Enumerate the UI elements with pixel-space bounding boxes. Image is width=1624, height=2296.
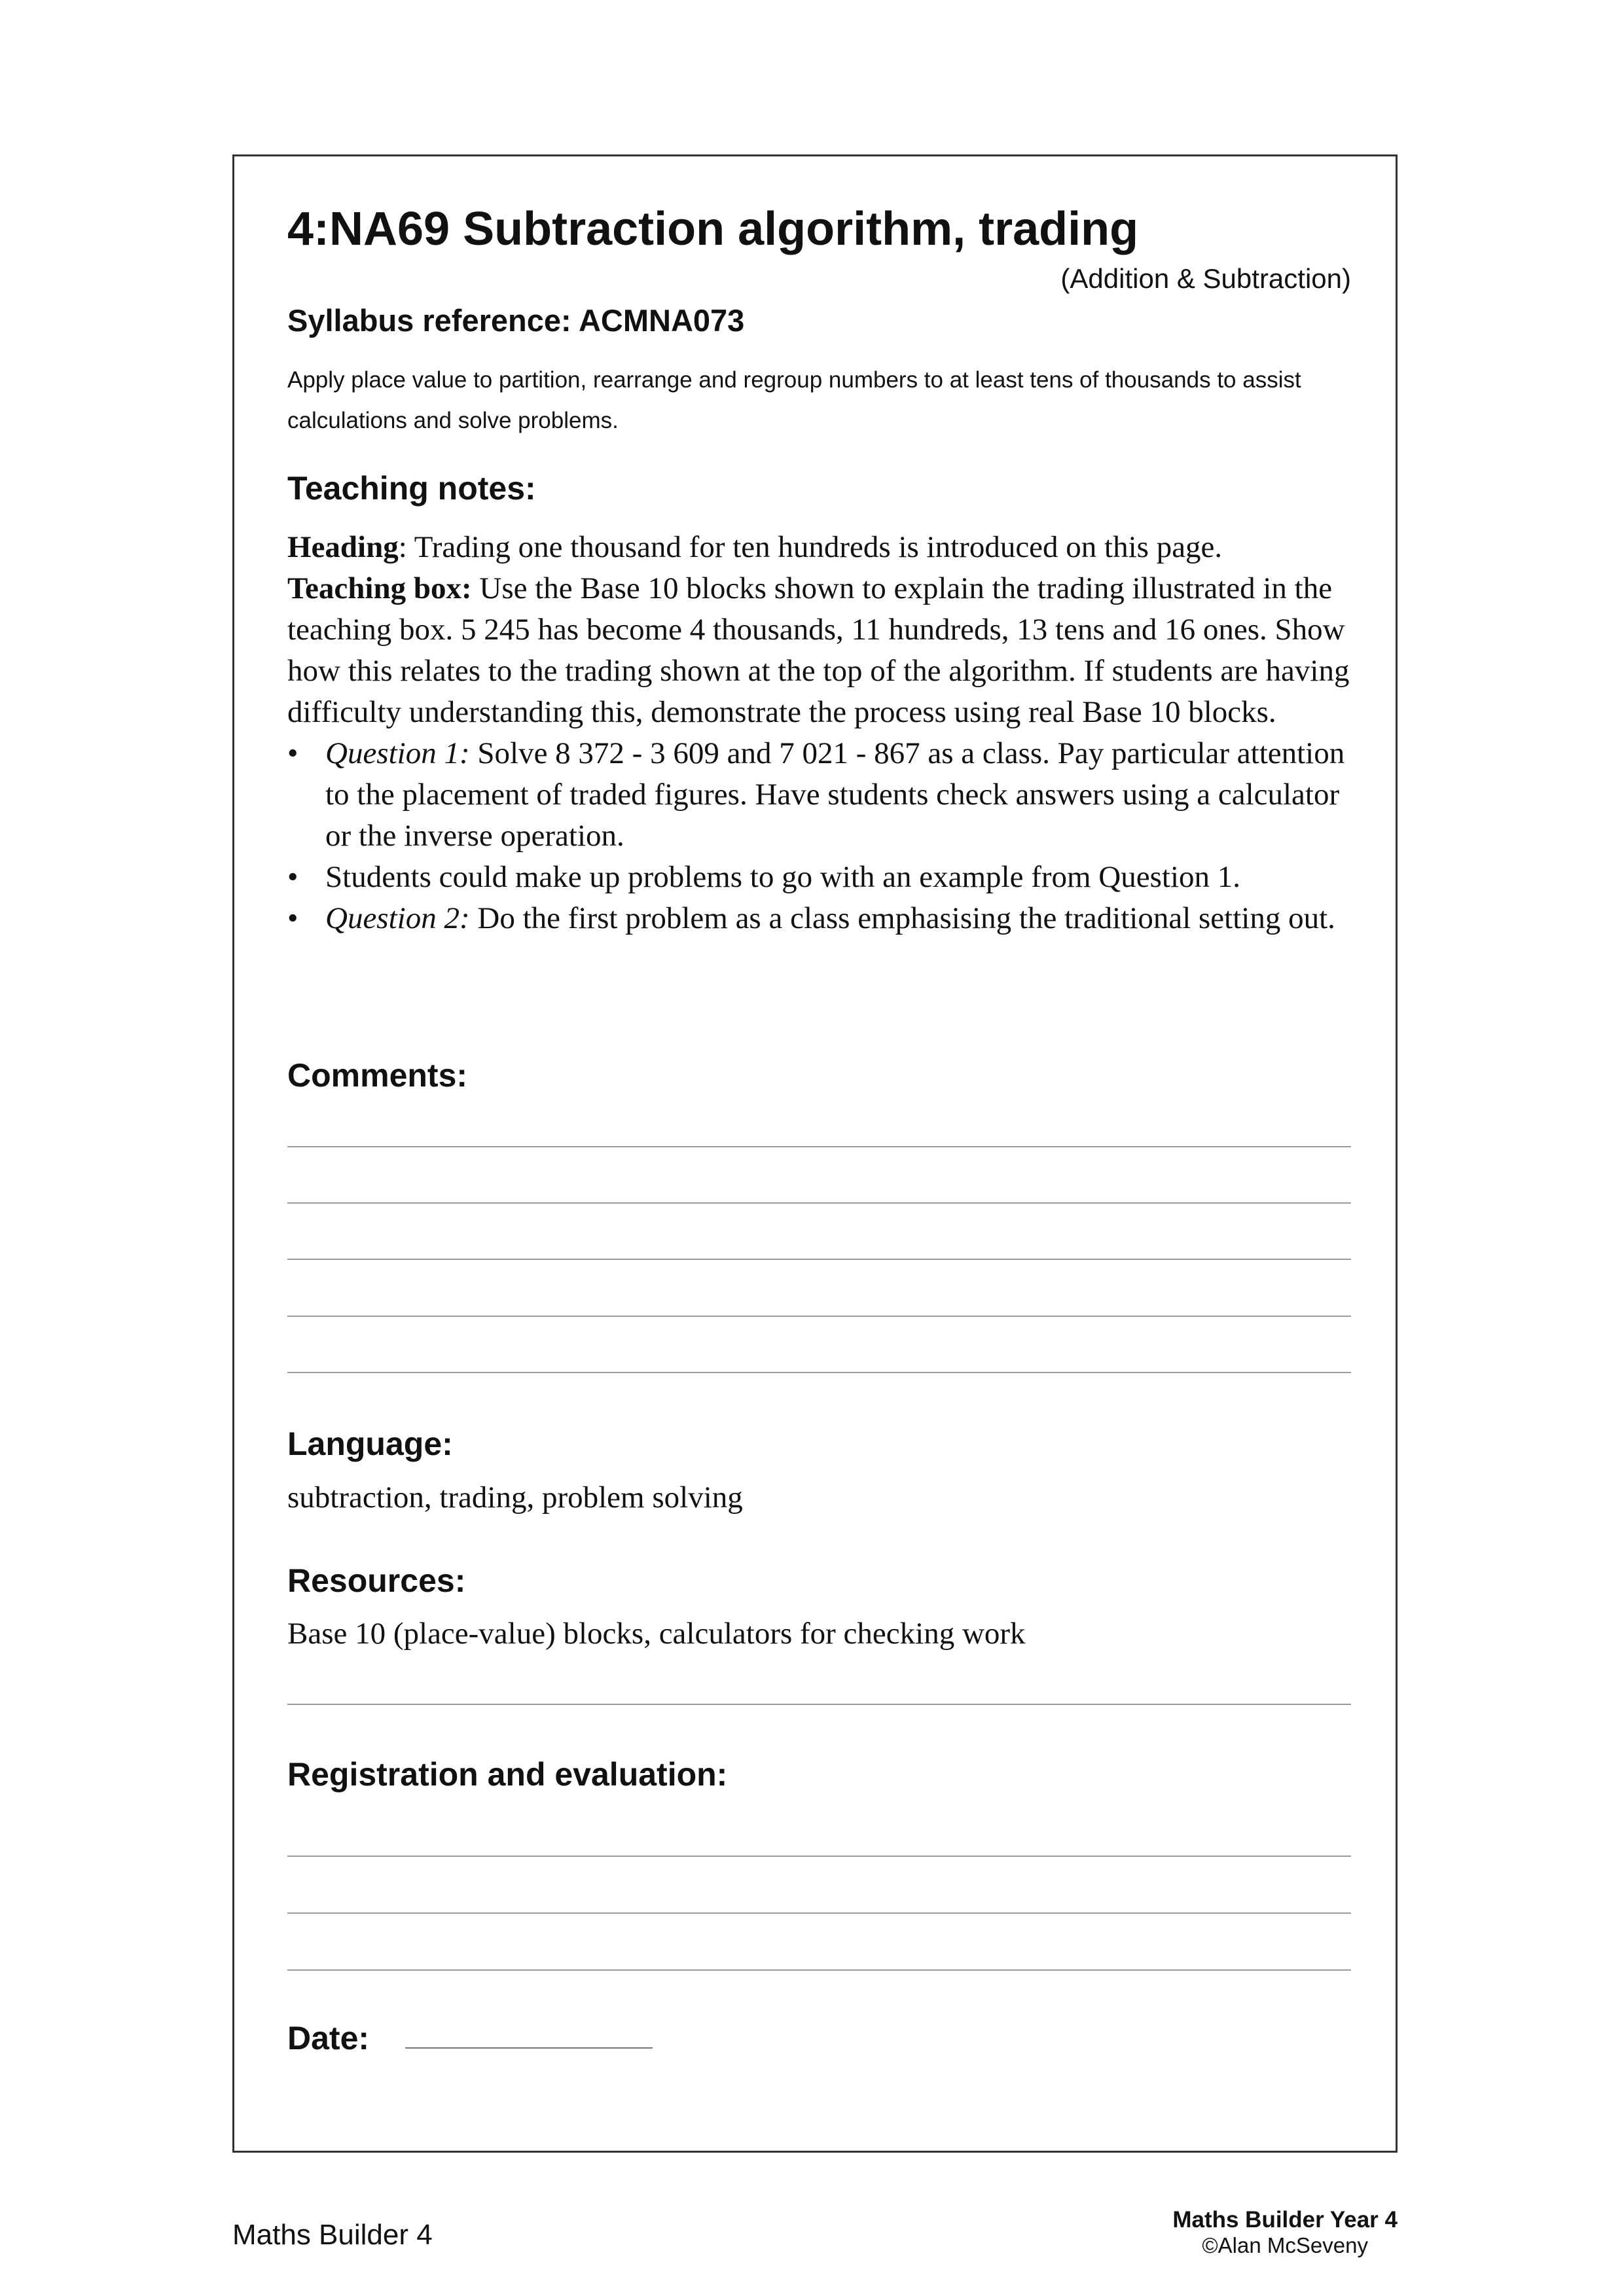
resources-text: Base 10 (place-value) blocks, calculators for checking work (287, 1617, 1026, 1651)
bullet-icon: • (287, 736, 298, 770)
registration-line (287, 1969, 1351, 1971)
question-label: Question 1: (325, 736, 470, 770)
heading-label: Heading (287, 530, 399, 564)
list-item (287, 857, 1351, 898)
list-item (287, 898, 1351, 939)
teaching-box-label: Teaching box: (287, 571, 472, 605)
comments-line (287, 1146, 1351, 1147)
worksheet-frame (232, 154, 1398, 2153)
footer-credits (1172, 2207, 1398, 2258)
language-heading: Language: (287, 1426, 453, 1462)
teaching-box-text: Use the Base 10 blocks shown to explain the trading illustrated in the teaching box. 5 245 has become 4 thousands, 11 hundreds, 13 tens and 16 ones. Show how this relates to the trading shown at the top of the algorithm. If students are having difficulty understanding this, demonstrate the process using real Base 10 blocks. (287, 571, 1350, 729)
list-item-text: Do the first problem as a class emphasising the traditional setting out. (469, 901, 1335, 935)
list-item-text: Students could make up problems to go with an example from Question 1. (325, 860, 1241, 894)
footer-book-title: Maths Builder 4 (232, 2219, 433, 2251)
teaching-notes-body (287, 527, 1351, 939)
comments-line (287, 1316, 1351, 1317)
teaching-notes-heading: Teaching notes: (287, 470, 536, 507)
list-item-text: Solve 8 372 - 3 609 and 7 021 - 867 as a class. Pay particular attention to the placement of traded figures. Have students check answers using a calculator or the inverse operation. (325, 736, 1345, 853)
heading-text: : Trading one thousand for ten hundreds is introduced on this page. (398, 530, 1223, 564)
date-label: Date: (287, 2020, 370, 2056)
resources-heading: Resources: (287, 1562, 466, 1599)
registration-line (287, 1856, 1351, 1857)
footer-series-title: Maths Builder Year 4 (1172, 2207, 1398, 2233)
bullet-icon: • (287, 901, 298, 935)
bullet-icon: • (287, 860, 298, 894)
language-text: subtraction, trading, problem solving (287, 1480, 743, 1515)
syllabus-reference: Syllabus reference: ACMNA073 (287, 303, 745, 338)
comments-line (287, 1202, 1351, 1204)
question-label: Question 2: (325, 901, 470, 935)
heading-paragraph (287, 527, 1351, 568)
footer-copyright: ©Alan McSeveny (1202, 2233, 1368, 2257)
date-field-line (405, 2047, 653, 2049)
list-item (287, 733, 1351, 857)
strand-label: (Addition & Subtraction) (1060, 263, 1351, 294)
teaching-box-paragraph (287, 568, 1351, 733)
resources-line (287, 1704, 1351, 1705)
content-descriptor: Apply place value to partition, rearrange and regroup numbers to at least tens of thousands to assist calculations and solve problems. (287, 367, 1301, 433)
registration-line (287, 1912, 1351, 1914)
comments-line (287, 1259, 1351, 1260)
teaching-notes-list (287, 733, 1351, 939)
comments-line (287, 1372, 1351, 1373)
comments-heading: Comments: (287, 1057, 468, 1094)
page-title: 4:NA69 Subtraction algorithm, trading (287, 203, 1139, 255)
registration-heading: Registration and evaluation: (287, 1756, 728, 1793)
